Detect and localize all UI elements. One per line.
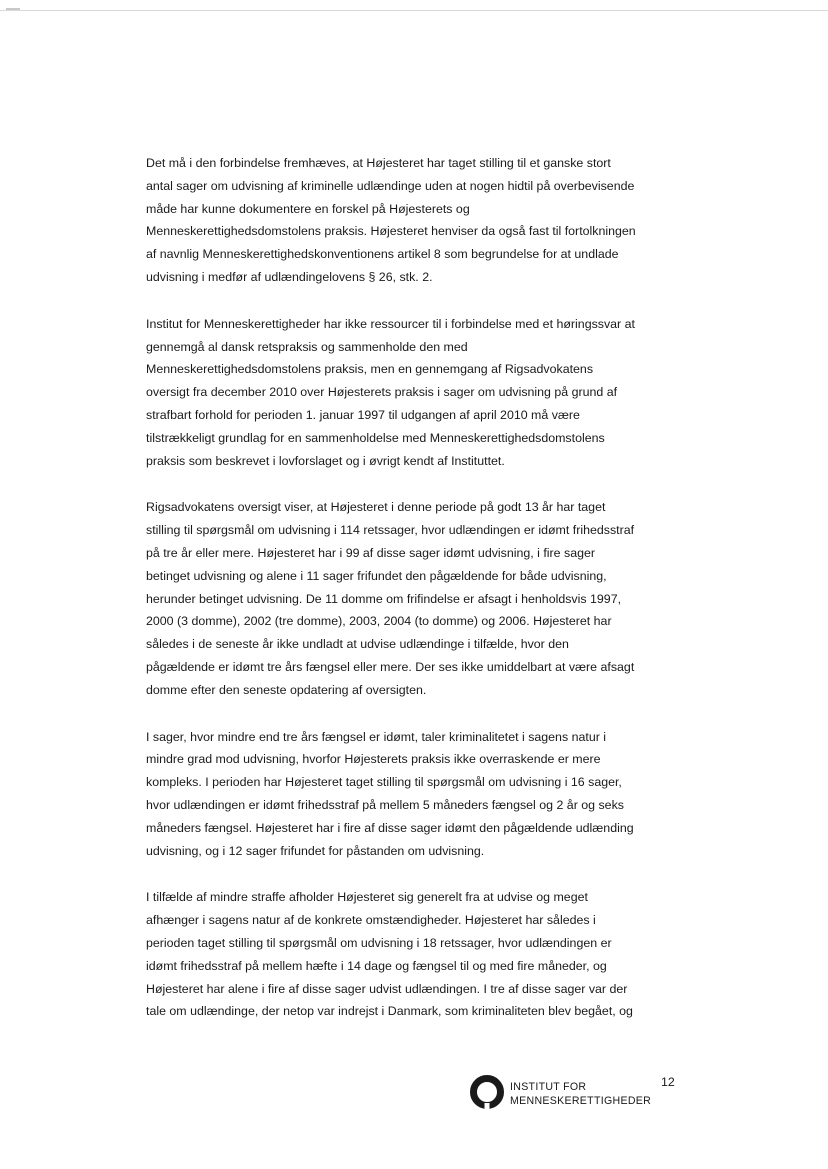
paragraph-line: praksis som beskrevet i lovforslaget og i øvrigt kendt af Instituttet. xyxy=(146,453,505,468)
paragraph-line: I sager, hvor mindre end tre års fængsel er idømt, taler kriminalitetet i sagens natur i xyxy=(146,729,607,744)
paragraph xyxy=(146,886,682,1023)
paragraph-line: oversigt fra december 2010 over Højesterets praksis i sager om udvisning på grund af xyxy=(146,385,618,400)
paragraph-line: betinget udvisning og alene i 11 sager frifundet den pågældende for både udvisning, xyxy=(146,568,607,583)
paragraph-line: af navnlig Menneskerettighedskonventionens artikel 8 som begrundelse for at undlade xyxy=(146,247,619,262)
paragraph-line: I tilfælde af mindre straffe afholder Højesteret sig generelt fra at udvise og meget xyxy=(146,890,588,905)
paragraph-line: udvisning, og i 12 sager frifundet for påstanden om udvisning. xyxy=(146,843,485,858)
paragraph-line: således i de seneste år ikke undladt at udvise udlændinge i tilfælde, hvor den xyxy=(146,637,569,652)
scan-edge-line xyxy=(0,10,828,11)
paragraph-line: Højesteret har alene i fire af disse sager udvist udlændingen. I tre af disse sager var der xyxy=(146,981,628,996)
paragraph-line: domme efter den seneste opdatering af oversigten. xyxy=(146,682,427,697)
paragraph-line: mindre grad mod udvisning, hvorfor Højesterets praksis ikke overraskende er mere xyxy=(146,752,601,767)
paragraph-line: kompleks. I perioden har Højesteret taget stilling til spørgsmål om udvisning i 16 sager, xyxy=(146,775,622,790)
paragraph-line: perioden taget stilling til spørgsmål om udvisning i 18 retssager, hvor udlændingen er xyxy=(146,935,612,950)
paragraph-line: Institut for Menneskerettigheder har ikke ressourcer til i forbindelse med et høringssvar at xyxy=(146,316,635,331)
paragraph-line: gennemgå al dansk retspraksis og sammenholde den med xyxy=(146,339,468,354)
paragraph-line: stilling til spørgsmål om udvisning i 114 retssager, hvor udlændingen er idømt frihedsstraf xyxy=(146,523,635,538)
paragraph xyxy=(146,726,682,863)
paragraph-line: på tre år eller mere. Højesteret har i 99 af disse sager idømt udvisning, i fire sager xyxy=(146,545,596,560)
paragraph-line: Menneskerettighedsdomstolens praksis, men en gennemgang af Rigsadvokatens xyxy=(146,362,594,377)
institute-logo-text xyxy=(510,1080,651,1108)
paragraph-line: afhænger i sagens natur af de konkrete omstændigheder. Højesteret har således i xyxy=(146,913,596,928)
paragraph-line: Menneskerettighedsdomstolens praksis. Højesteret henviser da også fast til fortolkningen xyxy=(146,224,636,239)
body-text xyxy=(146,152,682,1047)
paragraph-line: udvisning i medfør af udlændingelovens § 26, stk. 2. xyxy=(146,269,433,284)
paragraph xyxy=(146,496,682,701)
paragraph-line: strafbart forhold for perioden 1. januar 1997 til udgangen af april 2010 må være xyxy=(146,407,580,422)
paragraph-line: måde har kunne dokumentere en forskel på Højesterets og xyxy=(146,201,470,216)
logo-line-1: INSTITUT FOR xyxy=(510,1081,587,1093)
scan-mark xyxy=(6,8,20,10)
paragraph xyxy=(146,152,682,289)
paragraph xyxy=(146,313,682,473)
paragraph-line: tale om udlændinge, der netop var indrejst i Danmark, som kriminaliteten blev begået, og xyxy=(146,1004,633,1019)
page-number: 12 xyxy=(661,1075,675,1089)
paragraph-line: herunder betinget udvisning. De 11 domme om frifindelse er afsagt i henholdsvis 1997, xyxy=(146,591,622,606)
paragraph-line: antal sager om udvisning af kriminelle udlændinge uden at nogen hidtil på overbevisende xyxy=(146,178,635,193)
paragraph-line: idømt frihedsstraf på mellem hæfte i 14 dage og fængsel til og med fire måneder, og xyxy=(146,958,607,973)
paragraph-line: pågældende er idømt tre års fængsel eller mere. Der ses ikke umiddelbart at være afsagt xyxy=(146,659,635,674)
institute-logo-icon xyxy=(469,1074,505,1110)
paragraph-line: Det må i den forbindelse fremhæves, at Højesteret har taget stilling til et ganske stort xyxy=(146,156,611,170)
paragraph-line: Rigsadvokatens oversigt viser, at Højesteret i denne periode på godt 13 år har taget xyxy=(146,500,606,515)
paragraph-line: 2000 (3 domme), 2002 (tre domme), 2003, 2004 (to domme) og 2006. Højesteret har xyxy=(146,614,612,629)
paragraph-line: hvor udlændingen er idømt frihedsstraf på mellem 5 måneders fængsel og 2 år og seks xyxy=(146,797,624,812)
paragraph-line: tilstrækkeligt grundlag for en sammenholdelse med Menneskerettighedsdomstolens xyxy=(146,430,605,445)
paragraph-line: måneders fængsel. Højesteret har i fire af disse sager idømt den pågældende udlænding xyxy=(146,820,634,835)
logo-line-2: MENNESKERETTIGHEDER xyxy=(510,1095,652,1107)
